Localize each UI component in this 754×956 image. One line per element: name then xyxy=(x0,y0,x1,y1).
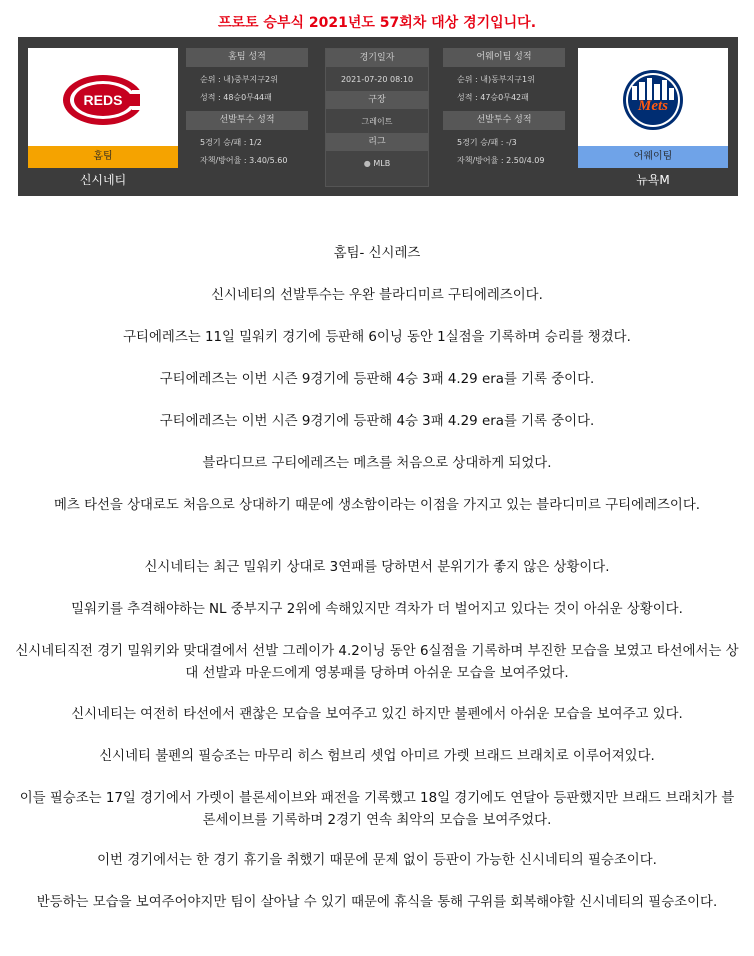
game-info xyxy=(325,48,429,187)
away-rank: 순위 : 내)동부지구1위 xyxy=(457,75,535,84)
article-paragraph: 반등하는 모습을 보여주어야지만 팀이 살아날 수 있기 때문에 휴식을 통해 구위를 회복해야할 신시네티의 필승조이다. xyxy=(36,895,718,910)
date-title: 경기일자 xyxy=(326,49,428,67)
article-paragraph: 신시네티는 여전히 타선에서 괜찮은 모습을 보여주고 있긴 하지만 불펜에서 아쉬운 모습을 보여주고 있다. xyxy=(71,707,683,722)
away-team-name: 뉴욕M xyxy=(636,173,670,187)
article-paragraph: 신시네티 불펜의 필승조는 마무리 히스 험브리 셋업 아미르 가렛 브래드 브래치로 이루어져있다. xyxy=(99,749,655,764)
reds-logo-text: REDS xyxy=(83,92,123,108)
home-team-card xyxy=(28,48,178,187)
league xyxy=(326,153,428,175)
away-team-card xyxy=(578,48,728,187)
reds-logo-icon xyxy=(28,48,178,146)
article-paragraph: 신시네티의 선발투수는 우완 블라디미르 구티에레즈이다. xyxy=(211,288,543,303)
away-team-logo xyxy=(578,48,728,146)
away-stats-title: 어웨이팀 성적 xyxy=(443,48,565,67)
league-value: MLB xyxy=(373,159,391,168)
article-paragraph: 구티에레즈는 이번 시즌 9경기에 등판해 4승 3패 4.29 era를 기록 중이다. xyxy=(159,414,595,429)
home-pitcher-recent: 5경기 승/패 : 1/2 xyxy=(200,138,262,147)
article-paragraph: 홈팀- 신시레즈 xyxy=(333,246,421,261)
home-record: 성적 : 48승0무44패 xyxy=(200,93,272,102)
mets-logo-icon xyxy=(578,48,728,146)
away-team-tag: 어웨이팀 xyxy=(578,146,728,168)
home-rank: 순위 : 내)중부지구2위 xyxy=(200,75,278,84)
away-pitcher-recent: 5경기 승/패 : -/3 xyxy=(457,138,517,147)
article-paragraph: 이들 필승조는 17일 경기에서 가렛이 블론세이브와 패전을 기록했고 18일 경기에도 연달아 등판했지만 브래드 브래치가 블론세이브를 기록하며 2경기 연속 최악의 모습을 보여주었다. xyxy=(19,791,735,828)
article-paragraph: 신시네티직전 경기 밀워키와 맞대결에서 선발 그레이가 4.2이닝 동안 6실점을 기록하며 부진한 모습을 보였고 타선에서는 상대 선발과 마운드에게 영봉패를 당하며 아쉬운 모습을 보여주었다. xyxy=(15,644,739,681)
away-pitcher-title: 선발투수 성적 xyxy=(443,111,565,130)
away-pitcher-era: 자책/방어율 : 2.50/4.09 xyxy=(457,156,545,165)
home-pitcher-title: 선발투수 성적 xyxy=(186,111,308,130)
match-info-panel xyxy=(18,37,738,196)
article-paragraph: 밀워키를 추격해야하는 NL 중부지구 2위에 속해있지만 격차가 더 벌어지고 있다는 것이 아쉬운 상황이다. xyxy=(71,602,683,617)
home-team-tag: 홈팀 xyxy=(28,146,178,168)
away-record: 성적 : 47승0무42패 xyxy=(457,93,529,102)
article-paragraph: 구티에레즈는 11일 밀워키 경기에 등판해 6이닝 동안 1실점을 기록하며 승리를 챙겼다. xyxy=(123,330,631,345)
mets-logo-text: Mets xyxy=(638,98,668,114)
article-paragraph: 블라디므르 구티에레즈는 메츠를 처음으로 상대하게 되었다. xyxy=(202,456,552,471)
article-paragraph: 신시네티는 최근 밀워키 상대로 3연패를 당하면서 분위기가 좋지 않은 상황이다. xyxy=(144,560,610,575)
article-paragraph: 구티에레즈는 이번 시즌 9경기에 등판해 4승 3패 4.29 era를 기록 중이다. xyxy=(159,372,595,387)
venue-title: 구장 xyxy=(326,91,428,109)
venue: 그레이트 xyxy=(361,117,393,126)
headline: 프로토 승부식 2021년도 57회차 대상 경기입니다. xyxy=(217,15,537,31)
home-stats xyxy=(186,48,308,170)
league-dot-icon: ● xyxy=(363,159,371,168)
home-stats-title: 홈팀 성적 xyxy=(186,48,308,67)
league-title: 리그 xyxy=(326,133,428,151)
article-paragraph: 이번 경기에서는 한 경기 휴기을 취했기 때문에 문제 없이 등판이 가능한 신시네티의 필승조이다. xyxy=(97,853,657,868)
home-team-logo xyxy=(28,48,178,146)
home-team-name: 신시네티 xyxy=(79,173,127,187)
home-pitcher-era: 자책/방어율 : 3.40/5.60 xyxy=(200,156,288,165)
game-date: 2021-07-20 08:10 xyxy=(340,75,414,84)
article-paragraph: 메츠 타선을 상대로도 처음으로 상대하기 때문에 생소함이라는 이점을 가지고 있는 블라디미르 구티에레즈이다. xyxy=(53,498,701,513)
away-stats xyxy=(443,48,565,170)
